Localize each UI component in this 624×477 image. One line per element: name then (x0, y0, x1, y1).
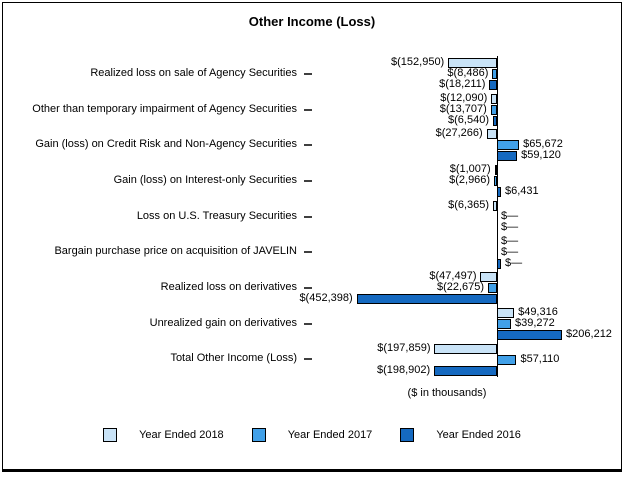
value-label: $(13,707) (439, 102, 487, 115)
category-label: Unrealized gain on derivatives (149, 316, 297, 329)
bar-year-ended-2017 (497, 355, 516, 365)
category-label: Total Other Income (Loss) (170, 352, 297, 365)
value-label: $6,431 (504, 185, 539, 198)
value-label: $— (504, 256, 523, 269)
bar-year-ended-2016 (497, 187, 501, 197)
value-label: $(198,902) (376, 363, 431, 376)
bar-year-ended-2017 (491, 105, 497, 115)
value-label: $— (501, 245, 519, 258)
bar-year-ended-2016 (489, 80, 497, 90)
category-tick-mark (304, 287, 312, 289)
category-tick-mark (304, 180, 312, 182)
value-label: $(22,675) (436, 281, 485, 294)
value-label: $— (501, 209, 519, 222)
bar-year-ended-2016 (497, 330, 562, 340)
value-label: $206,212 (566, 327, 612, 340)
value-label: $65,672 (523, 138, 563, 151)
legend-swatch-icon (103, 428, 117, 442)
bar-year-ended-2018 (434, 344, 497, 354)
category-tick-mark (304, 358, 312, 360)
value-label: $(1,007) (449, 163, 491, 176)
value-label: $(47,497) (429, 270, 477, 283)
value-label: $— (501, 220, 519, 233)
legend-label: Year Ended 2016 (436, 429, 521, 441)
bar-year-ended-2018 (495, 165, 497, 175)
legend-label: Year Ended 2017 (287, 429, 373, 441)
category-tick-mark (304, 251, 312, 253)
chart-title: Other Income (Loss) (248, 14, 376, 29)
chart-frame (2, 2, 622, 472)
category-label: Gain (loss) on Credit Risk and Non-Agency Securities (35, 138, 297, 151)
bar-year-ended-2017 (497, 319, 511, 329)
category-label: Realized loss on sale of Agency Securities (90, 66, 297, 79)
legend-swatch-icon (252, 428, 266, 442)
value-label: $49,316 (518, 305, 558, 318)
bar-year-ended-2018 (487, 129, 497, 139)
bar-year-ended-2018 (497, 308, 514, 318)
bar-year-ended-2016 (434, 366, 497, 376)
bar-year-ended-2017 (488, 283, 497, 293)
value-label: $57,110 (520, 352, 560, 365)
value-label: $(6,540) (448, 113, 489, 126)
category-label: Bargain purchase price on acquisition of JAVELIN (54, 245, 297, 258)
legend-item (103, 428, 224, 442)
value-label: $(197,859) (377, 341, 431, 354)
category-label: Other than temporary impairment of Agency Securities (32, 102, 297, 115)
value-label: $(452,398) (299, 292, 353, 305)
category-tick-mark (304, 144, 312, 146)
bar-year-ended-2017 (497, 140, 519, 150)
bar-year-ended-2018 (493, 201, 497, 211)
value-label: $(152,950) (391, 56, 445, 68)
category-tick-mark (304, 73, 312, 75)
category-tick-mark (304, 216, 312, 218)
bar-year-ended-2016 (497, 151, 517, 161)
category-label: Realized loss on derivatives (160, 281, 297, 294)
value-label: $(27,266) (435, 127, 483, 140)
value-label: $59,120 (521, 149, 561, 162)
value-label: $— (501, 234, 519, 247)
plot-area (3, 3, 621, 469)
value-label: $(6,365) (448, 198, 490, 211)
axis-note: ($ in thousands) (407, 387, 487, 399)
value-label: $(2,966) (449, 174, 491, 187)
bar-year-ended-2016 (493, 116, 497, 126)
legend-swatch-icon (400, 428, 414, 442)
value-label: $39,272 (515, 316, 555, 329)
category-label: Loss on U.S. Treasury Securities (136, 209, 297, 222)
bar-year-ended-2018 (491, 94, 497, 104)
legend-item (252, 428, 373, 442)
legend (3, 428, 621, 442)
bar-year-ended-2017 (492, 69, 497, 79)
category-tick-mark (304, 323, 312, 325)
bar-year-ended-2016 (357, 294, 497, 304)
value-label: $(12,090) (440, 91, 488, 104)
legend-label: Year Ended 2018 (139, 429, 224, 441)
legend-item (400, 428, 521, 442)
bar-year-ended-2016 (497, 259, 501, 269)
value-label: $(18,211) (439, 78, 486, 90)
value-label: $(8,486) (447, 67, 489, 79)
category-label: Gain (loss) on Interest-only Securities (113, 173, 297, 186)
bar-year-ended-2017 (494, 176, 497, 186)
category-tick-mark (304, 109, 312, 111)
